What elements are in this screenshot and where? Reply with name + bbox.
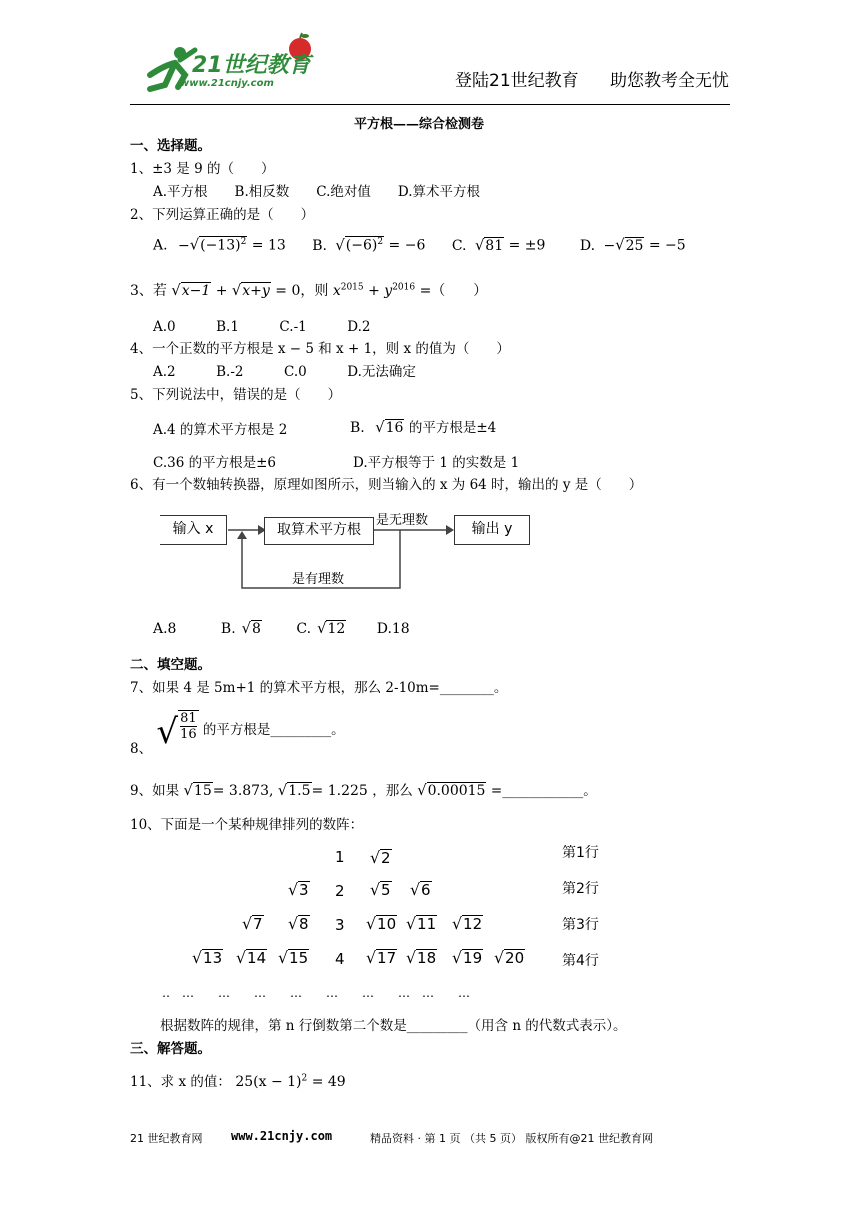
q4-stem: 4、一个正数的平方根是 x − 5 和 x + 1，则 x 的值为（ ） bbox=[130, 341, 510, 357]
q2-d-pre: − bbox=[603, 237, 616, 254]
logo-main: 21世纪教育 bbox=[192, 53, 311, 78]
flow-box-sqrt: 取算术平方根 bbox=[264, 517, 374, 545]
q3-rad-2: x+y bbox=[242, 283, 270, 299]
array-cell: √20 bbox=[494, 948, 525, 967]
q5-option-a: A.4 的算术平方根是 2 bbox=[153, 422, 288, 438]
q5-option-d: D.平方根等于 1 的实数是 1 bbox=[353, 455, 520, 471]
q4-options: A.2 B.-2 C.0 D.无法确定 bbox=[153, 364, 416, 380]
flow-box-input: 输入 x bbox=[160, 515, 227, 545]
array-cell: √17 bbox=[366, 948, 397, 967]
q8-numerator: 81 bbox=[180, 711, 197, 726]
header-divider bbox=[130, 104, 730, 105]
q6-flowchart bbox=[160, 505, 540, 600]
q2-c-rad: 81 bbox=[485, 237, 504, 254]
array-cell: 2 bbox=[335, 882, 345, 900]
array-cell: √12 bbox=[452, 914, 483, 933]
array-cell: √19 bbox=[452, 948, 483, 967]
array-cell: √8 bbox=[288, 914, 309, 933]
footer-left: 21 世纪教育网 bbox=[130, 1132, 203, 1145]
array-cell: √2 bbox=[370, 848, 391, 867]
header-right-2: 助您教考全无忧 bbox=[610, 71, 729, 91]
q2-a-post: = 13 bbox=[251, 237, 286, 254]
header-right-1: 登陆21世纪教育 bbox=[455, 71, 579, 91]
section-heading-3: 三、解答题。 bbox=[130, 1041, 211, 1057]
array-ellipsis: ‥ … … … … … … … … … bbox=[162, 986, 471, 1000]
footer-copyright: 精品资料 · 第 1 页 （共 5 页） 版权所有@21 世纪教育网 bbox=[370, 1132, 653, 1145]
q2-d-post: = −5 bbox=[648, 237, 686, 254]
flow-label-rational: 是有理数 bbox=[292, 572, 345, 587]
array-cell: √3 bbox=[288, 880, 309, 899]
array-cell: √18 bbox=[406, 948, 437, 967]
q6-options: A.8 B. √8 C. √12 D.18 bbox=[153, 620, 410, 637]
array-cell: √11 bbox=[406, 914, 437, 933]
q2-a-label: A. bbox=[153, 237, 168, 254]
q3-rad-1: x−1 bbox=[181, 283, 211, 299]
q7: 7、如果 4 是 5m+1 的算术平方根，那么 2-10m=________。 bbox=[130, 680, 508, 696]
flow-label-irrational: 是无理数 bbox=[376, 513, 429, 528]
q1-options: A.平方根 B.相反数 C.绝对值 D.算术平方根 bbox=[153, 184, 481, 200]
q5-option-c: C.36 的平方根是±6 bbox=[153, 455, 277, 471]
q9: 9、如果 √15= 3.873, √1.5= 1.225 ，那么 √0.00015 =____________。 bbox=[130, 782, 597, 799]
q11: 11、求 x 的值： $25(x - 1)^2 = 49$ bbox=[130, 1073, 346, 1090]
array-cell: 1 bbox=[335, 848, 345, 866]
logo bbox=[140, 40, 320, 100]
q2-stem: 2、下列运算正确的是（ ） bbox=[130, 207, 315, 223]
array-cell: √15 bbox=[278, 948, 309, 967]
q8: 8、 √ $\frac{81}{16}$ 的平方根是_________。 bbox=[130, 711, 345, 757]
q2-d-label: D. bbox=[579, 237, 596, 254]
page-title: 平方根——综合检测卷 bbox=[354, 117, 485, 132]
footer-url[interactable]: www.21cnjy.com bbox=[231, 1129, 333, 1143]
q10-number-array bbox=[162, 840, 620, 1000]
q8-denominator: 16 bbox=[180, 727, 197, 742]
array-cell: √7 bbox=[242, 914, 263, 933]
q5-stem: 5、下列说法中，错误的是（ ） bbox=[130, 387, 342, 403]
array-cell: √6 bbox=[410, 880, 431, 899]
row-label-2: 第2行 bbox=[562, 881, 599, 897]
q2-b-rad: $(-6)^2$ bbox=[345, 237, 384, 254]
array-cell: 3 bbox=[335, 916, 345, 934]
q2-d-rad: 25 bbox=[625, 237, 644, 254]
q3-options: A.0 B.1 C.-1 D.2 bbox=[153, 319, 371, 335]
q2-a-rad: $(-13)^2$ bbox=[200, 237, 247, 254]
array-cell: √10 bbox=[366, 914, 397, 933]
row-label-3: 第3行 bbox=[562, 917, 599, 933]
q3-stem: 3、若 √x−1 + √x+y = 0，则 $x^{2015} + y^{2016}$ =（ ） bbox=[130, 282, 488, 299]
array-cell: 4 bbox=[335, 950, 345, 968]
q2-a-pre: − bbox=[178, 237, 190, 254]
q2-b-label: B. bbox=[312, 237, 327, 254]
q1-stem: 1、±3 是 9 的（ ） bbox=[130, 161, 275, 177]
q2-options: A. $-√(-13)^2 = 13$ B. $√(-6)^2 = -6$ C. √81 = ±9 D. −√25 = −5 bbox=[153, 236, 686, 254]
q5-option-b: B. √16 的平方根是±4 bbox=[350, 419, 497, 436]
q2-c-post: = ±9 bbox=[508, 237, 546, 254]
q6-stem: 6、有一个数轴转换器，原理如图所示，则当输入的 x 为 64 时，输出的 y 是（ ） bbox=[130, 477, 643, 493]
q10-tail: 根据数阵的规律，第 n 行倒数第二个数是_________（用含 n 的代数式表示）。 bbox=[160, 1018, 627, 1034]
array-cell: √13 bbox=[192, 948, 223, 967]
section-heading-2: 二、填空题。 bbox=[130, 657, 211, 673]
q2-b-post: = −6 bbox=[388, 237, 426, 254]
array-cell: √5 bbox=[370, 880, 391, 899]
row-label-4: 第4行 bbox=[562, 953, 599, 969]
q10-stem: 10、下面是一个某种规律排列的数阵： bbox=[130, 817, 364, 833]
array-cell: √14 bbox=[236, 948, 267, 967]
logo-sub: www.21cnjy.com bbox=[180, 78, 274, 89]
section-heading-1: 一、选择题。 bbox=[130, 138, 211, 154]
flow-box-output: 输出 y bbox=[454, 515, 530, 545]
row-label-1: 第1行 bbox=[562, 845, 599, 861]
q2-c-label: C. bbox=[451, 237, 467, 254]
